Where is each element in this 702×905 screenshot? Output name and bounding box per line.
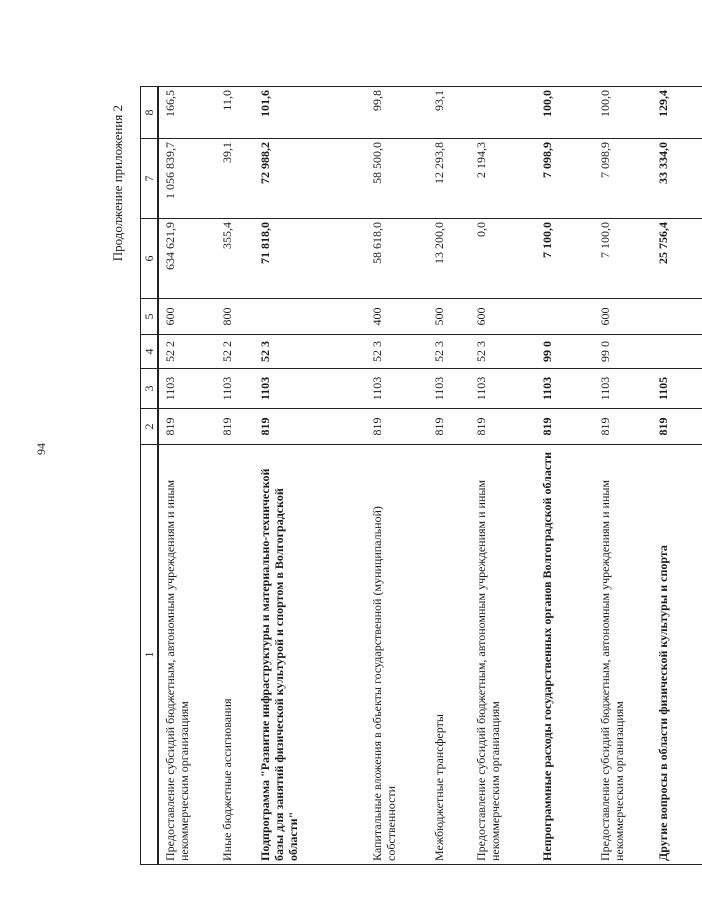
row-value: 819 xyxy=(158,409,216,445)
row-value: 7 098,9 xyxy=(594,139,652,219)
row-value: 819 xyxy=(536,409,594,445)
row-value: 600 xyxy=(470,299,536,335)
row-value: 99,8 xyxy=(366,87,428,139)
column-header: 1 xyxy=(141,445,159,865)
row-value: 7 098,9 xyxy=(536,139,594,219)
row-value: 819 xyxy=(470,409,536,445)
row-value: 58 618,0 xyxy=(366,219,428,299)
row-name: Предоставление субсидий бюджетным, автономным учреждениям и иным некоммерческим организациям xyxy=(470,445,536,865)
column-header: 2 xyxy=(141,409,159,445)
row-value: 25 756,4 xyxy=(652,219,702,299)
row-value: 1105 xyxy=(652,369,702,409)
row-name: Иные бюджетные ассигнования xyxy=(216,445,254,865)
row-value: 355,4 xyxy=(216,219,254,299)
row-value: 52 3 xyxy=(428,335,470,369)
row-value: 100,0 xyxy=(594,87,652,139)
row-value: 129,4 xyxy=(652,87,702,139)
row-name: Межбюджетные трансферты xyxy=(428,445,470,865)
row-value: 819 xyxy=(216,409,254,445)
column-header: 3 xyxy=(141,369,159,409)
table-row xyxy=(470,87,536,865)
header-row xyxy=(141,87,159,865)
budget-table xyxy=(140,86,702,865)
row-value: 101,6 xyxy=(254,87,366,139)
table-row xyxy=(216,87,254,865)
row-value: 11,0 xyxy=(216,87,254,139)
row-value: 39,1 xyxy=(216,139,254,219)
row-value: 819 xyxy=(594,409,652,445)
row-value: 7 100,0 xyxy=(594,219,652,299)
row-name: Предоставление субсидий бюджетным, автономным учреждениям и иным некоммерческим организациям xyxy=(158,445,216,865)
row-value: 1 056 839,7 xyxy=(158,139,216,219)
rotated-page xyxy=(110,45,670,865)
row-value: 100,0 xyxy=(536,87,594,139)
row-value: 819 xyxy=(428,409,470,445)
row-value: 400 xyxy=(366,299,428,335)
row-value: 1103 xyxy=(216,369,254,409)
column-header: 6 xyxy=(141,219,159,299)
row-value: 800 xyxy=(216,299,254,335)
row-name: Другие вопросы в области физической культуры и спорта xyxy=(652,445,702,865)
row-name: Непрограммные расходы государственных органов Волгоградской области xyxy=(536,445,594,865)
table-row xyxy=(652,87,702,865)
row-value: 33 334,0 xyxy=(652,139,702,219)
row-value: 634 621,9 xyxy=(158,219,216,299)
row-value: 819 xyxy=(366,409,428,445)
table-row xyxy=(158,87,216,865)
row-value xyxy=(470,87,536,139)
table-row xyxy=(536,87,594,865)
row-value xyxy=(536,299,594,335)
row-value: 1103 xyxy=(594,369,652,409)
table-row xyxy=(594,87,652,865)
row-value: 2 194,3 xyxy=(470,139,536,219)
table-body xyxy=(158,87,702,865)
row-value: 1103 xyxy=(366,369,428,409)
row-value: 52 2 xyxy=(158,335,216,369)
row-value: 99 0 xyxy=(536,335,594,369)
row-value: 500 xyxy=(428,299,470,335)
row-value: 1103 xyxy=(158,369,216,409)
column-header: 7 xyxy=(141,139,159,219)
table-row xyxy=(366,87,428,865)
page-number: 94 xyxy=(34,443,48,455)
column-header: 8 xyxy=(141,87,159,139)
row-value: 58 500,0 xyxy=(366,139,428,219)
table-row xyxy=(254,87,366,865)
row-value: 12 293,8 xyxy=(428,139,470,219)
row-value: 52 3 xyxy=(254,335,366,369)
row-value: 13 200,0 xyxy=(428,219,470,299)
row-value xyxy=(652,335,702,369)
row-value xyxy=(254,299,366,335)
row-value: 819 xyxy=(254,409,366,445)
table-row xyxy=(428,87,470,865)
row-value: 600 xyxy=(594,299,652,335)
row-value: 52 3 xyxy=(366,335,428,369)
row-value: 1103 xyxy=(254,369,366,409)
row-value: 52 3 xyxy=(470,335,536,369)
row-value: 600 xyxy=(158,299,216,335)
row-name: Подпрограмма "Развитие инфраструктуры и материально-технической базы для занятий физической культурой и спортом в Волгоградской области" xyxy=(254,445,366,865)
row-value: 0,0 xyxy=(470,219,536,299)
row-value: 72 988,2 xyxy=(254,139,366,219)
row-value: 166,5 xyxy=(158,87,216,139)
row-value: 7 100,0 xyxy=(536,219,594,299)
row-name: Капитальные вложения в объекты государственной (муниципальной) собственности xyxy=(366,445,428,865)
continuation-label: Продолжение приложения 2 xyxy=(110,105,125,262)
row-value: 1103 xyxy=(470,369,536,409)
row-name: Предоставление субсидий бюджетным, автономным учреждениям и иным некоммерческим организациям xyxy=(594,445,652,865)
row-value: 93,1 xyxy=(428,87,470,139)
row-value: 71 818,0 xyxy=(254,219,366,299)
column-header: 5 xyxy=(141,299,159,335)
row-value: 52 2 xyxy=(216,335,254,369)
row-value: 99 0 xyxy=(594,335,652,369)
column-header: 4 xyxy=(141,335,159,369)
row-value: 1103 xyxy=(536,369,594,409)
row-value xyxy=(652,299,702,335)
row-value: 1103 xyxy=(428,369,470,409)
row-value: 819 xyxy=(652,409,702,445)
